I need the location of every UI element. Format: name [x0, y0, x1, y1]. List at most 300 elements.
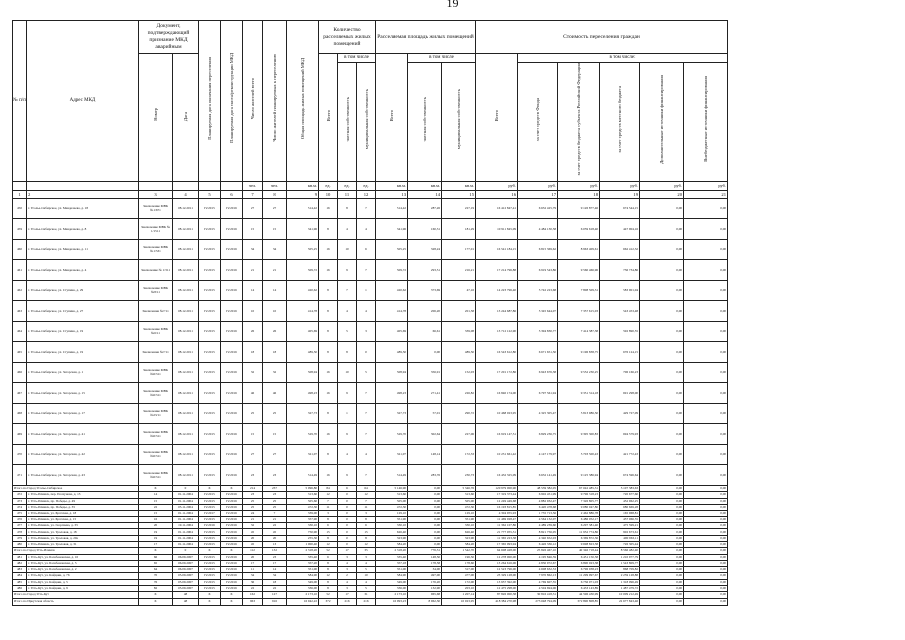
cell: г. Усть-Кут, ул. Балабановская, д. 5: [27, 560, 139, 566]
cell: 20: [243, 535, 263, 541]
cell: 12 249 449,68: [476, 498, 518, 504]
cell: Заключение МВК №8/11: [139, 280, 173, 301]
cell: 64: [357, 485, 376, 492]
cell: 3: [338, 554, 357, 560]
cell: IV.2016: [221, 465, 243, 486]
cell: 8: [319, 579, 338, 585]
cell: 9 196 838,75: [558, 342, 600, 363]
cell: 25: [243, 403, 263, 424]
cell: 0,00: [408, 504, 442, 510]
cell: 01.11.2004: [173, 535, 199, 541]
cell: 902 673,61: [600, 529, 640, 535]
cell: 6 059 618,40: [558, 219, 600, 240]
subtotal-row: [13, 548, 728, 555]
cell: IV.2015: [199, 444, 221, 465]
cell: 478: [13, 529, 27, 535]
cell: 349,00: [287, 579, 319, 585]
cell: 14: [408, 190, 442, 198]
cell: 7: [357, 260, 376, 281]
cell: 5: [199, 190, 221, 198]
cell: 0,00: [640, 567, 684, 573]
cell: 418 384 270,98: [476, 598, 518, 605]
cell: 17: [338, 591, 357, 598]
col-doc-group-header: Документ, подтверждающий признание МКД аварийным: [139, 21, 199, 54]
cell: 726 305,44: [600, 541, 640, 547]
cell: 1: [338, 403, 357, 424]
cell: 7: [338, 280, 357, 301]
cell: IV.2016: [221, 523, 243, 529]
cell: Заключение МВК №1/531: [139, 239, 173, 260]
cell: IV.2016: [221, 573, 243, 579]
cell: 9 125 386,94: [558, 465, 600, 486]
cell: X: [221, 548, 243, 555]
cell: 489,50: [287, 342, 319, 363]
cell: 46: [243, 383, 263, 404]
cell: 6 451 150,58: [558, 554, 600, 560]
cell: 19.11.2004: [173, 523, 199, 529]
cell: 87 826 000,38: [476, 591, 518, 598]
cell: 52: [319, 548, 338, 555]
cell: 120 979 000,90: [476, 485, 518, 492]
cell: 172,33: [442, 444, 476, 465]
cell: 16 993,23: [376, 598, 408, 605]
cell: 01.11.2004: [173, 492, 199, 498]
cell: 509,72: [287, 260, 319, 281]
cell: 10: [263, 301, 287, 322]
cell: IV.2015: [199, 403, 221, 424]
cell: 65: [139, 560, 173, 566]
cell: IV.2015: [199, 529, 221, 535]
cell: 9 351 314,18: [558, 383, 600, 404]
cell: 467: [13, 383, 27, 404]
cell: 196,50: [442, 554, 476, 560]
cell: 214: [243, 485, 263, 492]
cell: г. Усть-Кут, ул. Балабановская, д. 2: [27, 567, 139, 573]
cell: 330,10: [442, 523, 476, 529]
cell: 10 009 212,49: [600, 591, 640, 598]
cell: 132,90: [408, 585, 442, 591]
cell: 514,49: [287, 465, 319, 486]
cell: Итого по Иркутская область: [13, 598, 139, 605]
cell: IV.2015: [199, 573, 221, 579]
cell: 48 539 382,05: [518, 485, 558, 492]
cell: 313,60: [287, 492, 319, 498]
cell: 8: [319, 342, 338, 363]
col-area-municipal-header: муниципальная собственность: [442, 63, 476, 182]
cell: 0,00: [684, 554, 728, 560]
cell: 6 632 141,49: [518, 465, 558, 486]
cell: Заключение № 1/311: [139, 260, 173, 281]
cell: 5 742 223,68: [518, 280, 558, 301]
cell: чел.: [263, 181, 287, 190]
cell: 0,00: [408, 541, 442, 547]
cell: 0,00: [684, 342, 728, 363]
cell: 8: [319, 301, 338, 322]
cell: 0,00: [408, 342, 442, 363]
cell: 1: [13, 190, 27, 198]
cell: 16 942,22: [287, 598, 319, 605]
cell: г. Усть-Илимск, ул. Братская, д. 15: [27, 517, 139, 523]
cell: 01.11.2004: [173, 541, 199, 547]
cell: 473: [13, 498, 27, 504]
cell: X: [199, 598, 221, 605]
cell: 3: [357, 554, 376, 560]
cell: IV.2016: [221, 541, 243, 547]
cell: 0: [338, 529, 357, 535]
cell: 8: [319, 280, 338, 301]
cell: 16 541 184,15: [476, 239, 518, 260]
cell: IV.2015: [199, 567, 221, 573]
cell: Заключение МВК №6/311: [139, 444, 173, 465]
cell: 11: [338, 190, 357, 198]
cell: 66: [139, 554, 173, 560]
cell: 4 489 239,60: [518, 523, 558, 529]
cell: 08.12.2011: [173, 198, 199, 219]
cell: 08.12.2011: [173, 260, 199, 281]
header-row-1: [13, 21, 728, 54]
cell: 0,00: [684, 239, 728, 260]
cell: 514,42: [287, 198, 319, 219]
col-region-budget-header: за счет средств бюджета субъекта Российской Федерации: [558, 63, 600, 182]
cell: 32: [263, 362, 287, 383]
cell: 08.12.2011: [173, 342, 199, 363]
cell: 465: [13, 342, 27, 363]
cell: 16: [319, 198, 338, 219]
cell: 357,90: [287, 517, 319, 523]
cell: 273 048 794,09: [518, 598, 558, 605]
cell: 10 023,95: [442, 598, 476, 605]
cell: 5: [357, 362, 376, 383]
cell: 18: [558, 190, 600, 198]
cell: 6 815 369,62: [518, 239, 558, 260]
cell: 01.11.2004: [173, 517, 199, 523]
cell: 25: [243, 498, 263, 504]
cell: 6 297 381,40: [558, 523, 600, 529]
cell: Итого по Город Усть-Кут: [13, 591, 139, 598]
cell: г. Усолье-Сибирское, ул. Загорская, д. 15: [27, 383, 139, 404]
units-row: [13, 181, 728, 190]
cell: X: [139, 598, 173, 605]
cell: 3: [139, 190, 173, 198]
cell: 9 395 300,83: [558, 424, 600, 445]
cell: 7: [357, 465, 376, 486]
cell: IV.2015: [199, 424, 221, 445]
cell: 15: [442, 190, 476, 198]
cell: IV.2015: [199, 498, 221, 504]
cell: 08.12.2011: [173, 219, 199, 240]
col-rooms-incl-header: в том числе: [338, 54, 376, 63]
cell: 0: [338, 517, 357, 523]
cell: 46: [263, 383, 287, 404]
cell: 8 963 409,61: [558, 239, 600, 260]
cell: 13: [263, 541, 287, 547]
cell: 475: [13, 510, 27, 516]
cell: 17: [263, 560, 287, 566]
cell: 18: [263, 579, 287, 585]
cell: 17 201 172,86: [476, 362, 518, 383]
cell: 27: [263, 198, 287, 219]
cell: 34: [243, 239, 263, 260]
cell: 12: [319, 492, 338, 498]
cell: 327,73: [287, 403, 319, 424]
cell: 0,00: [640, 585, 684, 591]
cell: 34,00: [408, 567, 442, 573]
cell: 48: [173, 591, 199, 598]
cell: 4: [173, 190, 199, 198]
cell: 0,00: [640, 280, 684, 301]
cell: Итого по Город Усть-Илимск: [13, 548, 139, 555]
cell: Заключение МВК №6/311: [139, 424, 173, 445]
cell: 227,19: [442, 198, 476, 219]
cell: 21: [263, 260, 287, 281]
cell: 475 599,21: [600, 523, 640, 529]
data-row: [13, 342, 728, 363]
cell: 12: [319, 573, 338, 579]
cell: IV.2016: [221, 567, 243, 573]
cell: 0,00: [684, 485, 728, 492]
cell: 6 736 071,03: [558, 579, 600, 585]
cell: 351,00: [376, 567, 408, 573]
cell: 0,00: [640, 198, 684, 219]
cell: 514,49: [376, 465, 408, 486]
cell: 4 340 652,03: [518, 535, 558, 541]
cell: 06.09.2007: [173, 554, 199, 560]
cell: 67 042 485,31: [558, 485, 600, 492]
cell: 01.11.2004: [173, 529, 199, 535]
cell: 736 734,86: [600, 260, 640, 281]
col-area-group-header: Расселяемая площадь жилых помещений: [376, 21, 476, 54]
cell: 373,69: [408, 280, 442, 301]
cell: 4: [357, 444, 376, 465]
cell: 0,00: [684, 585, 728, 591]
cell: 0,00: [640, 485, 684, 492]
cell: Заключение МВК №6/311: [139, 362, 173, 383]
cell: 16 919 147,51: [476, 424, 518, 445]
cell: 17: [243, 560, 263, 566]
cell: 4: [338, 579, 357, 585]
cell: 327,73: [376, 403, 408, 424]
cell: 0,00: [408, 517, 442, 523]
cell: 674 596,64: [600, 465, 640, 486]
cell: г. Усть-Илимск, пр. Победы, д. 35: [27, 504, 139, 510]
cell: 13: [376, 190, 408, 198]
cell: X: [199, 548, 221, 555]
cell: 21: [263, 517, 287, 523]
cell: 0,00: [640, 598, 684, 605]
cell: 181,29: [442, 219, 476, 240]
cell: 476: [13, 517, 27, 523]
cell: 16: [476, 190, 518, 198]
cell: 22: [263, 585, 287, 591]
cell: 4 564 132,07: [518, 517, 558, 523]
cell: 0,00: [640, 492, 684, 498]
data-row: [13, 403, 728, 424]
cell: г. Усолье-Сибирское, ул. Менделеева, д. 4: [27, 260, 139, 281]
col-doc-number-header: Номер: [139, 54, 173, 182]
cell: 6 671 651,50: [518, 342, 558, 363]
cell: IV.2015: [199, 280, 221, 301]
cell: 0,00: [684, 321, 728, 342]
cell: 34: [243, 573, 263, 579]
cell: 336,00: [287, 585, 319, 591]
cell: IV.2016: [221, 560, 243, 566]
cell: 271,41: [408, 383, 442, 404]
cell: 11 952 774,86: [558, 529, 600, 535]
cell: 339,08: [442, 321, 476, 342]
cell: 16: [319, 383, 338, 404]
cell: 7 414 387,38: [558, 321, 600, 342]
cell: 460: [13, 239, 27, 260]
cell: 472,30: [376, 504, 408, 510]
cell: 5: [357, 567, 376, 573]
cell: 0,00: [684, 260, 728, 281]
cell: IV.2015: [199, 383, 221, 404]
cell: 462: [13, 280, 27, 301]
cell: 19: [139, 529, 173, 535]
cell: 9: [287, 190, 319, 198]
cell: 0,00: [640, 424, 684, 445]
col-area-incl-header: в том числе: [408, 54, 476, 63]
cell: 6: [221, 190, 243, 198]
cell: 2 173,10: [287, 591, 319, 598]
resettlement-table-sheet: [12, 20, 728, 606]
cell: 489,50: [376, 342, 408, 363]
cell: 0,00: [408, 523, 442, 529]
cell: 23 329 128,00: [476, 573, 518, 579]
cell: 16 193 815,85: [476, 504, 518, 510]
cell: 160,31: [408, 219, 442, 240]
cell: 584,90: [287, 573, 319, 579]
cell: 5: [357, 585, 376, 591]
col-residents-resettle-header: Число жителей планируемых к переселению: [263, 21, 287, 182]
col-rooms-municipal-header: муниципальная собственность: [357, 63, 376, 182]
cell: 12: [357, 492, 376, 498]
cell: 12: [357, 190, 376, 198]
cell: 5 346,76: [442, 485, 476, 492]
cell: 178,58: [408, 560, 442, 566]
cell: IV.2016: [221, 198, 243, 219]
cell: 11: [243, 567, 263, 573]
cell: чел.: [243, 181, 263, 190]
col-area-private-header: частная собственность: [408, 63, 442, 182]
cell: 4 830 972,67: [518, 560, 558, 566]
cell: 0,00: [684, 444, 728, 465]
cell: 4 484 130,58: [518, 219, 558, 240]
cell: 8: [319, 403, 338, 424]
cell: 293,51: [408, 260, 442, 281]
cell: 26: [263, 321, 287, 342]
cell: г. Усть-Кут, ул. Балабановская, д. 10: [27, 554, 139, 560]
cell: г. Усолье-Сибирское, ул. Ступина, д. 19: [27, 321, 139, 342]
col-cost-group-header: Стоимость переселения граждан: [476, 21, 728, 54]
cell: 472,30: [287, 504, 319, 510]
cell: 05.09.2007: [173, 573, 199, 579]
cell: 1: [357, 280, 376, 301]
col-planned-end-header: Планируемая дата окончания переселения: [199, 21, 221, 182]
cell: г. Усолье-Сибирское, ул. Ступина, д. 27: [27, 301, 139, 322]
cell: 694 579,93: [600, 424, 640, 445]
cell: 05.11.2004: [173, 504, 199, 510]
cell: IV.2015: [199, 535, 221, 541]
cell: 16 543 612,80: [476, 342, 518, 363]
cell: 15: [319, 529, 338, 535]
cell: 216: [357, 598, 376, 605]
cell: 216: [338, 598, 357, 605]
cell: 6 632 425,79: [518, 198, 558, 219]
cell: 485: [13, 579, 27, 585]
cell: 13 957 392,00: [476, 579, 518, 585]
cell: 17 214 796,88: [476, 260, 518, 281]
cell: 482: [13, 560, 27, 566]
cell: 0,00: [684, 523, 728, 529]
cell: 9: [338, 383, 357, 404]
cell: 8: [319, 567, 338, 573]
cell: 486: [13, 585, 27, 591]
cell: X: [139, 591, 173, 598]
cell: 7: [357, 498, 376, 504]
cell: 06.09.2007: [173, 560, 199, 566]
cell: 0,00: [640, 219, 684, 240]
cell: 9: [338, 424, 357, 445]
cell: 372: [319, 598, 338, 605]
cell: 2 462 886,78: [558, 510, 600, 516]
cell: 328,24: [408, 239, 442, 260]
cell: г. Усолье-Сибирское, ул. Загорская, д. 1: [27, 362, 139, 383]
cell: 23: [243, 465, 263, 486]
cell: 19: [600, 190, 640, 198]
cell: 22 677 843,46: [600, 598, 640, 605]
cell: 2 173,10: [376, 591, 408, 598]
cell: 0,00: [684, 598, 728, 605]
cell: 12 523 796,00: [476, 567, 518, 573]
cell: 08.12.2011: [173, 383, 199, 404]
cell: 0,00: [408, 535, 442, 541]
cell: 626,40: [376, 529, 408, 535]
cell: 64: [139, 567, 173, 573]
cell: 4 195 846,59: [518, 554, 558, 560]
cell: 4: [338, 444, 357, 465]
cell: 0,00: [684, 591, 728, 598]
cell: IV.2015: [199, 342, 221, 363]
cell: 480: [13, 541, 27, 547]
cell: IV.2015: [199, 541, 221, 547]
cell: 0,00: [640, 383, 684, 404]
cell: 405,69: [287, 321, 319, 342]
cell: 0,00: [408, 485, 442, 492]
cell: 509,72: [376, 260, 408, 281]
cell: 0,00: [640, 517, 684, 523]
cell: IV.2015: [199, 560, 221, 566]
cell: IV.2016: [221, 444, 243, 465]
cell: 484: [13, 573, 27, 579]
cell: 0,00: [684, 535, 728, 541]
cell: 127: [263, 591, 287, 598]
cell: 450: [13, 198, 27, 219]
cell: 8: [319, 560, 338, 566]
cell: 2 259 128,88: [600, 573, 640, 579]
cell: 0,00: [640, 465, 684, 486]
cell: 6: [357, 523, 376, 529]
cell: 674 544,15: [600, 198, 640, 219]
cell: Заключение МВК №6/11: [139, 321, 173, 342]
cell: 9 552 230,25: [558, 362, 600, 383]
cell: руб.: [684, 181, 728, 190]
cell: 505,00: [376, 498, 408, 504]
cell: 08.12.2011: [173, 301, 199, 322]
cell: 20: [640, 190, 684, 198]
cell: 420,62: [376, 280, 408, 301]
cell: 11 362 107,86: [476, 523, 518, 529]
